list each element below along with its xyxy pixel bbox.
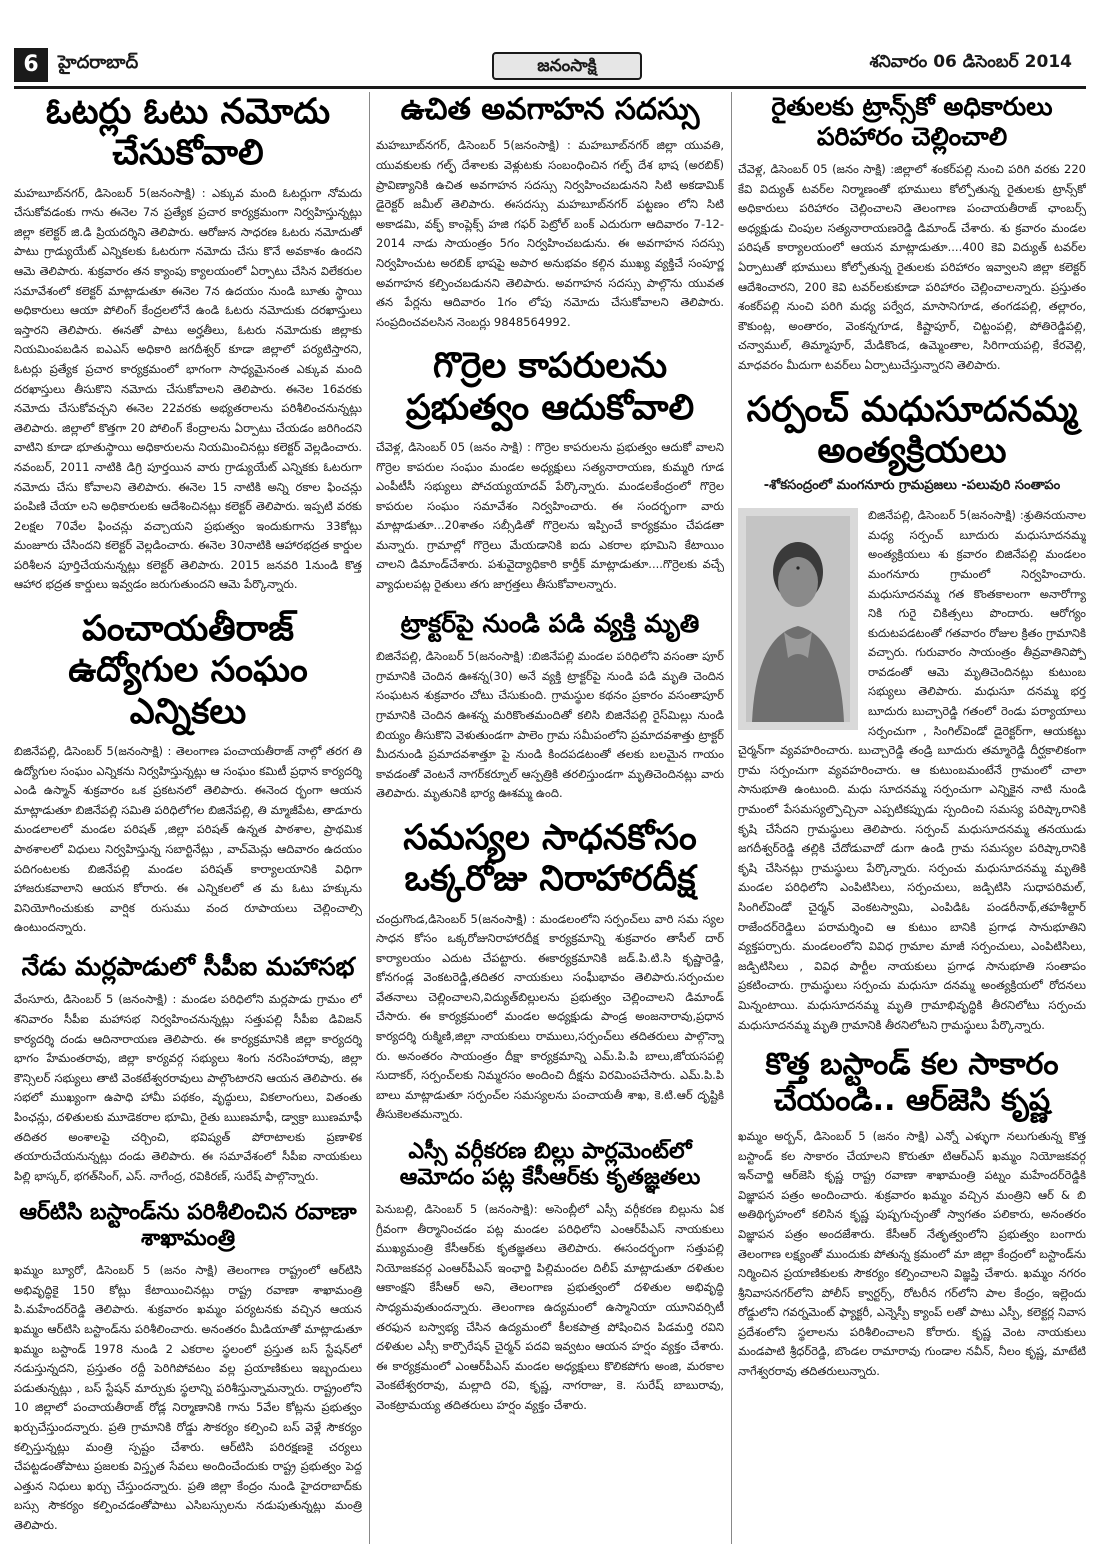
article-hunger-strike — [376, 818, 724, 1125]
article-awareness-seminar — [376, 92, 724, 332]
headline: సమస్యల సాధనకోసం ఒక్కరోజు నిరాహారదీక్ష — [403, 817, 697, 900]
page-number: 6 — [14, 48, 48, 82]
column-3 — [738, 92, 1086, 1544]
article-sarpanch-funeral — [738, 390, 1086, 1036]
page-header — [14, 46, 1086, 84]
article-body: బిజినేపల్లి, డిసెంబర్ 5(జనంసాక్షి) :శ్రుతినయనాల మధ్య సర్పంచ్ బూదురు మధుసూదనమ్మ అంత్యక్రియలు శు క్రవారం బిజినేపల్లి మండలం మంగనూరు గ్రామంలో నిర్వహించారు. మధుసూదనమ్మ గత కొంతకాలంగా అనారోగ్యా నికి గురై చికిత్సలు పొందారు. ఆరోగ్యం కుదుటపడటంతో గతవారం రోజుల క్రితం గ్రామానికి వచ్చారు. గురువారం సాయంత్రం తీవ్రవాతినిప్పో రావడంతో ఆమె మృతిచెందినట్లు కుటుంబ సభ్యులు తెలిపారు. మధుసూ దనమ్మ భర్త బూదురు బుచ్చారెడ్డి గతంలో రెండు పర్యాయాలు సర్పంచుగా , సింగిల్‌విండో డైరెక్టర్‌గా, ఆయకట్టు చైర్మన్‌గా వ్యవహరించారు. బుచ్చారెడ్డి తండ్రి బూదురు తమ్మారెడ్డి దీర్ఘకాలికంగా గ్రామ సర్పంచుగా వ్యవహరించారు. ఆ కుటుంబమంటేనే గ్రామంలో చాలా సానుభూతి ఉంటుంది. మధు సూదనమ్మ సర్పంచుగా ఎన్నికైన నాటి నుండి గ్రామంలో పేసమస్యల్పొచ్చినా ఎప్పటికప్పుడు స్పందించి సమస్య పరిష్కారానికి కృషి చేసేదని గ్రామస్థులు తెలిపారు. సర్పంచ్ మధుసూదనమ్మ తనయుడు జగదీశ్వర్‌రెడ్డి తల్లికి చేదోడువాదో డుగా ఉండి గ్రామ సమస్యల పరిష్కారానికి కృషి చేసినట్లు గ్రామస్థులు పేర్కొన్నారు. సర్పంచు మధుసూదనమ్మ మృతికి మండల పరిధిలోని ఎంపిటిసిలు, సర్పంచులు, జడ్పిటిసి సుధాపరిమల్, సింగిల్‌విండో చైర్మన్ వెంకటస్వామి, ఎంపిడిఓ పండరీనాథ్,తహశీల్దార్ రాజేందర్‌రెడ్డిలు పరామర్శించి ఆ కుటుం బానికి ప్రగాఢ సానుభూతిని వ్యక్తపర్చారు. మండలంలోని వివిధ గ్రామాల మాజీ సర్పంచులు, ఎంపిటిసిలు, జడ్పిటిసిలు , వివిధ పార్టీల నాయకులు ప్రగాఢ సానుభూతి సంతాపం ప్రకటించారు. గ్రామస్థులు సర్పంచు మధుసూ దనమ్మ అంత్యక్రియలో రోదనలు మిన్నంటాయి. మధుసూదనమ్మ మృతి గ్రామాభివృద్ధికి తీరనిలోటు సర్పంచు మధుసూదనమ్మ మృతి గ్రామానికి తీరనిలోటని గ్రామస్థులు పేర్కొన్నారు. — [738, 508, 1086, 1032]
article-body: ఖమ్మం బ్యూరో, డిసెంబర్ 5 (జనం సాక్షి) తెలంగాణ రాష్ట్రంలో ఆర్‌టిసి అభివృద్ధికై 150 కోట్లు కేటాయించినట్లు రాష్ట్ర రవాణా శాఖామంత్రి పి.మహేందర్‌రెడ్డి తెలిపారు. శుక్రవారం ఖమ్మం పర్యటనకు వచ్చిన ఆయన ఖమ్మం ఆర్‌టిసి బస్టాండ్‌ను పరిశీలించారు. అనంతరం మీడియాతో మాట్లాడుతూ ఖమ్మం బస్టాండ్ 1978 నుండి 2 ఎకరాల స్థలంలో ప్రస్తుత బస్ స్టేషన్‌లో నడుస్తున్నదని, ప్రస్తుతం రద్దీ పెరిగిపోవటం వల్ల ప్రయాణికులు ఇబ్బందులు పడుతున్నట్లు , బస్ స్టేషన్ మార్పుకు స్థలాన్ని పరిశీస్తున్నామన్నారు. రాష్ట్రంలోని 10 జిల్లాలో పంచాయతీరాజ్ రోడ్ల నిర్మాణానికి గాను 5వేల కోట్లను ప్రభుత్వం ఖర్చుచేస్తుందన్నారు. ప్రతి గ్రామానికి రోడ్డు సౌకర్యం కల్పించి బస్ వెళ్లే సౌకర్యం కల్పిస్తున్నట్లు మంత్రి స్పష్టం చేశారు. ఆర్‌టిసి పరిరక్షణకై చర్యలు చేపట్టడంతోపాటు ప్రజలకు విస్తృత సేవలు అందించేందుకు రాష్ట్ర ప్రభుత్వం పెద్ద ఎత్తున నిధులు ఖర్చు చేస్తుందన్నారు. ప్రతి జిల్లా కేంద్రం నుండి హైదరాబాద్‌కు బస్సు సౌకర్యం కల్పించడంతోపాటు ఎసిబస్సులను నడుపుతున్నట్లు మంత్రి తెలిపారు. — [14, 1263, 362, 1532]
article-body: చంద్రుగొండ,డిసెంబర్ 5(జనంసాక్షి) : మండలంలోని సర్పంచ్‌లు వారి సమ స్యల సాధన కోసం ఒక్కరోజునిరాహారదీక్ష కార్యక్రమాన్ని శుక్రవారం తాసీల్ దార్ కార్యాలయం ఎదుట చేపట్టారు. ఈకార్యక్రమానికి జడ్.పి.టి.సి కృష్ణారెడ్డి, కోనగండ్ల వెంకటరెడ్డి,తదితర నాయకులు సంఘీభావం తెలిపారు.సర్పంచుల వేతనాలు చెల్లించాలని,విద్యుత్‌బిల్లులను ప్రభుత్వం చెల్లించాలని డిమాండ్ చేసారు. ఈ కార్యక్రమంలో మండల అధ్యక్షుడు పాండ్ర అంజనారావు,ప్రధాన కార్యదర్శి రుక్మిణి,జిల్లా నాయకులు రాములు,సర్పంచ్‌లు తదితరులు పాల్గొన్నా రు. అనంతరం సాయంత్రం దీక్షా కార్యక్రమాన్ని ఎమ్.పి.పి బాలు,జోయసపల్లి సుదాకర్, సర్పంచ్‌లకు నిమ్మరసం అందించి దీక్షను విరమింపచేసారు. ఎమ్.పి.పి బాలు మాట్లాడుతూ సర్పంచ్‌ల సమస్యలను పంచాయతీ శాఖ, కె.టి.ఆర్ దృష్టికి తీసుకెలతమన్నారు. — [376, 911, 724, 1122]
headline: నేడు మర్లపాడులో సీపీఐ మహాసభ — [21, 951, 355, 981]
article-body: మహబూబ్‌నగర్, డిసెంబర్ 5(జనంసాక్షి) : మహబూబ్‌నగర్ జిల్లా యువతి, యువకులకు గల్ఫ్ దేశాలకు వెళ్లుటకు సంబంధించిన గల్ఫ్ దేశ భాష (అరబిక్) ప్రావిణ్యానికి ఉచిత అవగాహన సదస్సు నిర్వహించబడునని సిటి అకడామిక్ డైరెక్టర్ జమీల్ తెలిపారు. ఈసదస్సు మహబూబ్‌నగర్ పట్టణం లోని సిటి అకాడమి, వక్ఫ్ కాంప్లెక్స్ హజి గఫర్ పెట్రోల్ బంక్ ఎదురుగా ఆదివారం 7-12-2014 నాడు సాయంత్రం 5గం నిర్వహించబడును. ఈ అవగాహన సదస్సు నిర్వహించుట అరబిక్ భాషపై అపార అనుభవం కల్గిన ముఖ్య వ్యక్తిచే సంపూర్ణ అవగాహన కల్పించబడునని తెలిపారు. అవగాహన సదస్సు పాల్గొను యువత తన పేర్లను ఆదివారం 1గం లోపు నమోదు చేసుకోవాలని తెలిపారు. సంప్రదించవలసిన నెంబర్లు 9848564992. — [376, 138, 724, 329]
portrait-photo — [738, 508, 858, 730]
headline: గొర్రెల కాపరులను ప్రభుత్వం ఆదుకోవాలి — [405, 346, 695, 428]
photo-wrap — [738, 506, 1086, 1035]
article-shepherds — [376, 346, 724, 594]
headline: సర్పంచ్ మధుసూదనమ్మ అంత్యక్రియలు — [746, 389, 1078, 471]
header-rule — [14, 86, 1086, 89]
column-divider — [731, 92, 732, 1544]
issue-date: శనివారం 06 డిసెంబర్ 2014 — [869, 52, 1072, 72]
article-rtc-busstand-inspection — [14, 1200, 362, 1535]
article-body: చేవెళ్ల, డిసెంబర్ 05 (జనం సాక్షి) :జిల్లాలో శంకర్‌పల్లి నుంచి పరిగి వరకు 220 కేవి విద్యుత్ టవర్‌ల నిర్మాణంతో భూములు కోల్పోతున్న రైతులకు ట్రాన్స్‌కో అధికారులు పరిహారం చెల్లించాలని తెలంగాణ పంచాయతీరాజ్ ఛాంబర్స్ అధ్యక్షుడు చింపుల సత్యనారాయణరెడ్డి డిమాండ్ చేశారు. శు క్రవారం మండల పరిషత్ కార్యాలయంలో ఆయన మాట్లాడుతూ....400 కెవి విద్యుత్ టవర్‌ల ఏర్పాటుతో భూములు కోల్పోతున్న రైతులకు పరిహారం ఇవ్వాలని జిల్లా కలెక్టర్ ఆదేశించారని, 200 కెవి టవర్‌లకుకూడా పరిహారం చెల్లించాలన్నారు. ప్రస్తుతం శంకర్‌పల్లి నుంచి పరిగి మధ్య పర్వేద, మాసానిగూడ, తంగడపల్లి, తల్లారం, కౌకుంట్ల, అంతారం, వెంకన్నగూడ, కిష్టాపూర్, చిట్టంపల్లి, పోతిరెడ్డిపల్లి, చన్వాముల్, తిమ్మాపూర్, మేడికొండ, ఉమ్మెంతాల, సిరిగాయపల్లి, కేరవెల్లి, మాధవరం మీదుగా టవర్‌లు ఏర్పాటుచేస్తున్నారని తెలిపారు. — [738, 162, 1086, 372]
article-panchayatraj-union-elections — [14, 609, 362, 938]
sub-headline: -శోకసంద్రంలో మంగనూరు గ్రామప్రజలు -పలువురి సంతాపం — [763, 478, 1061, 494]
column-1 — [14, 92, 362, 1544]
article-body: పెనుబల్లి, డిసెంబర్ 5 (జనంసాక్షి): అసెంబ్లీలో ఎస్సీ వర్గీకరణ బిల్లును ఏక గ్రీవంగా తీర్మానించడం పట్ల మండల పరిధిలోని ఎంఆర్‌పీఎస్ నాయకులు ముఖ్యమంత్రి కేసీఆర్‌కు కృతజ్ఞతలు తెలిపారు. ఈసందర్భంగా సత్తుపల్లి నియోజకవర్గ ఎంఆర్‌పీఎస్ ఇంఛార్జి పిల్లిమందల దిలీప్ మాట్లాడుతూ దళితుల ఆకాంక్షని కేసీఆర్ అని, తెలంగాణ ప్రభుత్వంలో దళితుల అభివృద్ధి సాధ్యమవుతుందన్నారు. తెలంగాణ ఉద్యమంలో ఉస్మానియా యూనివర్సిటీ తరఫున బస్వాభ్య చేసిన ఉద్యమంలో కీలకపాత్ర పోషించిన పిడమర్తి రవిని దళితుల ఎస్సీ కార్పొరేషన్ చైర్మన్ పదవి ఇవ్వటం ఆయన హర్షం వ్యక్తం చేశారు. ఈ కార్యక్రమంలో ఎంఆర్‌పీఎస్ మండల అధ్యక్షులు కొలికపోగు అంజి, మరకాల వెంకటేశ్వరరావు, మల్లాది రవి, కృష్ణ, నాగరాజు, కె. సురేష్ బాబురావు, వెంకట్రామయ్య తదితరులు హర్షం వ్యక్తం చేశారు. — [376, 1201, 724, 1412]
column-divider — [369, 92, 370, 1544]
article-body: ఖమ్మం అర్బన్, డిసెంబర్ 5 (జనం సాక్షి) ఎన్నో ఎళ్ళుగా నలుగుతున్న కొత్త బస్టాండ్ కల సాకారం చేయాలని కొరుతూ టిఆర్ఎస్ ఖమ్మం నియోజకవర్గ ఇన్‌చార్జి ఆర్‌జెసి కృష్ణ రాష్ట్ర రవాణా శాఖామంత్రి పట్నం మహేందర్‌రెడ్డికి విజ్ఞాపన పత్రం అందించారు. శుక్రవారం ఖమ్మం వచ్చిన మంత్రిని ఆర్ & బి అతిథిగృహంలో కలిసిన కృష్ణ పుష్పగుచ్ఛంతో స్వాగతం పలికారు, అనంతరం విజ్ఞాపన పత్రం అందజేశారు. కేసీఆర్ నేతృత్వంలోని ప్రభుత్వం బంగారు తెలంగాణ లక్ష్యంతో ముందుకు పోతున్న క్రమంలో మా జిల్లా కేంద్రంలో బస్టాండ్‌ను నిర్మించిన ప్రయాణికులకు సౌకర్యం కల్పించాలని విజ్ఞప్తి చేశారు. ఖమ్మం నగరం శ్రీనివాసనగర్‌లోని పోలీస్ క్వార్టర్స్, రోటరీన గర్‌లోని పాల కేంద్రం, ఇల్లెందు రోడ్డులోని గవర్నమెంట్ ఫ్యాక్టరీ, ఎన్నెస్పీ క్యాంప్ లతో పాటు ఎస్పీ, కలెక్టర్ల నివాస ప్రదేశంలోని స్థలాలను పరిశీలించాలని కోరారు. కృష్ణ వెంట నాయకులు మండపాటి శ్రీధర్‌రెడ్డి, బొండల రామారావు గుండాల నవీన్, నీలం కృష్ణ, మాటేటి నాగేశ్వరరావు తదితరులున్నారు. — [738, 1128, 1086, 1379]
article-sc-categorisation-thanks — [376, 1139, 724, 1415]
headline: రైతులకు ట్రాన్స్‌కో అధికారులు పరిహారం చెల్లించాలి — [771, 92, 1053, 151]
column-2 — [376, 92, 724, 1544]
headline: ఎస్సీ వర్గీకరణ బిల్లు పార్లమెంట్‌లో ఆమోదం పట్ల కేసీఆర్‌కు కృతజ్ఞతలు — [399, 1139, 701, 1190]
section-city: హైదరాబాద్ — [58, 52, 139, 73]
headline: ట్రాక్టర్‌పై నుండి పడి వ్యక్తి మృతి — [400, 608, 700, 638]
newspaper-masthead: జనంసాక్షి — [492, 52, 642, 80]
article-body: చేవెళ్ల, డిసెంబర్ 05 (జనం సాక్షి) : గొర్రెల కాపరులను ప్రభుత్వం ఆదుకో వాలని గొర్రెల కాపరుల సంఘం మండల అధ్యక్షులు సత్యనారాయణ, కుమ్మరి గూడ ఎంపీటీసీ సభ్యులు పోచయ్యయాదవ్ పేర్కొన్నారు. మండలకేంద్రంలో గొర్రెల కాపరుల సంఘం సమావేశం నిర్వహించారు. ఈ సందర్భంగా వారు మాట్లాడుతూ...20శాతం సబ్సీడితో గొర్రెలను ఇప్పించే కార్యక్రమం చేపడతా మన్నారు. గ్రామాల్లో గొర్రెలు మేయడానికి ఐదు ఎకరాల భూమిని కేటాయిం చాలని డిమాండ్‌చేశారు. పశువైద్యాధికారి కార్తీక్ మాట్లాడుతూ....గొర్రెలకు వచ్చే వ్యాధులపట్ల రైతులు తగు జాగ్రత్తలు తీసుకోవాలన్నారు. — [376, 439, 724, 592]
headline: ఓటర్లు ఓటు నమోదు చేసుకోవాలి — [45, 92, 331, 174]
headline: పంచాయతీరాజ్ ఉద్యోగుల సంఘం ఎన్నికలు — [68, 609, 308, 732]
article-body: బిజినేపల్లి, డిసెంబర్ 5(జనంసాక్షి) : తెలంగాణ పంచాయతీరాజ్ నాల్గో తరగ తి ఉద్యోగుల సంఘం ఎన్నికను నిర్వహిస్తున్నట్లు ఆ సంఘం కమిటీ ప్రధాన కార్యదర్శి ఎండి ఉస్మాన్ శుక్రవారం ఒక ప్రకటనలో తెలిపారు. ఈనెంద ర్భంగా ఆయన మాట్లాడుతూ బిజినేపల్లి సమితి పరిధిలోగల బిజినేపల్లి, తి మ్మాజీపేట, తాడూరు మండలాలలో మండల పరిషత్ ,జిల్లా పరిషత్ ఉన్నత పాఠశాల, ప్రాథమిక పాఠశాలలో విధులు నిర్వహిస్తున్న సబార్టినేట్లు , వాచ్‌మెన్లు ఆదివారం ఉదయం పదిగంటలకు బిజినేపల్లి మండల పరిషత్ కార్యాలయానికి విధిగా హాజరుకవాలాని ఆయన కోరారు. ఈ ఎన్నికలలో త మ ఓటు హక్కును వినియోగించుకుకు వార్షిక రుసుము వంద రూపాయలు చెల్లించాల్సి ఉంటుందన్నారు. — [14, 743, 362, 935]
headline: ఉచిత అవగాహన సదస్సు — [400, 92, 700, 127]
article-body: వేంసూరు, డిసెంబర్ 5 (జనంసాక్షి) : మండల పరిధిలోని మర్లపాడు గ్రామం లో శనివారం సీపీఐ మహాసభ నిర్వహించనున్నట్లు సత్తుపల్లి సీపీఐ డివిజన్ కార్యదర్శి దండు ఆదినారాయణ తెలిపారు. ఈ కార్యక్రమానికి జిల్లా కార్యదర్శి భాగం హేమంతరావు, జిల్లా కార్యవర్గ సభ్యులు శింగు నరసింహారావు, జిల్లా కౌన్సిలర్ సభ్యులు తాటి వెంకటేశ్వరరావులు పాల్గొంటారని ఆయన తెలిపారు. ఈ సభలో ముఖ్యంగా ఉపాధి హామీ పథకం, వృద్ధులు, వికలాంగులు, వితంతు పింఛన్లు, దళితులకు మూడెకరాల భూమి, రైతు ఋణమాఫీ, డ్వాక్రా ఋణమాఫీ తదితర అంశాలపై చర్చించి, భవిష్యత్ పోరాటాలకు ప్రణాళిక తయారుచేయనున్నట్లు దండు తెలిపారు. ఈ సమావేశంలో సీపీఐ నాయకులు పిల్లి భాస్కర్, భగత్‌సింగ్, ఎస్. నాగేంద్ర, రవికిరణ్, సురేష్ పాల్గొన్నారు. — [14, 992, 362, 1183]
article-new-busstand-demand — [738, 1047, 1086, 1382]
article-cpi-meeting — [14, 952, 362, 1186]
headline: ఆర్‌టిసి బస్టాండ్‌ను పరిశీలించిన రవాణా శాఖామంత్రి — [19, 1200, 357, 1252]
article-tractor-accident — [376, 609, 724, 804]
headline: కొత్త బస్టాండ్ కల సాకారం చేయండి.. ఆర్‌జెసి కృష్ణ — [765, 1047, 1059, 1118]
article-transco-compensation — [738, 92, 1086, 376]
article-voter-registration — [14, 92, 362, 595]
article-body: బిజినేపల్లి, డిసెంబర్ 5(జనంసాక్షి) :బిజినేపల్లి మండల పరిధిలోని వసంతా పూర్ గ్రామానికి చెందిన ఊశన్న(30) అనే వ్యక్తి ట్రాక్టర్‌పై నుండి పడి మృతి చెందిన సంఘటన శుక్రవారం చోటు చేసుకుంది. గ్రామస్థుల కథనం ప్రకారం వసంతాపూర్ గ్రామానికి చెందిన ఊశన్న మరికొంతమందితో కలిసి బిజినేపల్లి రైస్‌మిల్లు నుండి బియ్యం తీసుకొని వెళుతుండగా పాలెం గ్రామ సమీపంలోని ప్రమాదవశాత్తు ట్రాక్టర్ మీదనుండి ప్రమాదవశాత్తూ పై నుండి కిందపడటంతో తలకు బలమైన గాయం కావడంతో వెంటనే నాగర్‌కర్నూల్ ఆస్పత్రికి తరలిస్తుండగా మృతిచెందినట్లు వారు తెలిపారు. మృతునికి భార్య ఊశమ్మ ఉంది. — [376, 649, 724, 801]
article-body: మహబూబ్‌నగర్, డిసెంబర్ 5(జనంసాక్షి) : ఎక్కువ మంది ఓటర్లుగా నోమదు చేసుకోవడంకు గాను ఈనెల 7న ప్రత్యేక ప్రచార కార్యక్రమంగా నిర్వహిస్తున్నట్లు జిల్లా కలెక్టర్ జి.డి ప్రియదర్శిని తెలిపారు. ఆరోజున సాధరణ ఓటరు నమోదుతో పాటు గ్రాడ్యుయేట్ ఎన్నికలకు ఓటరుగా నమోదు చేసు కొనే అవకాశం ఉందని ఆమె తెలిపారు. శుక్రవారం తన క్యాంపు క్యాలయంలో ఏర్పాటు చేసిన విలేకరుల సమావేశంలో కలెక్టర్ మాట్లాడుతూ ఈనెల 7న ఉదయం నుండి బూతు స్థాయి అధికారులు ఆయా పోలింగ్ కేంద్రలలోనే ఉండి ఓటరు నమోదుకు దరఖాస్తులు ఇస్తారని తెలిపారు. ఈనతో పాటు అర్హతీలు, ఓటరు నమోదుకు జిల్లాకు నియమింపబడిన ఐఎఎస్ అధికారి జగదీశ్వర్ కూడా జిల్లాలో పర్యటిస్తారని, ఓటర్లు ప్రత్యేక ప్రచార కార్యక్రమంలో భాగంగా సాధ్యమైనంత ఎక్కువ మంది దరఖాస్తులు తీసుకొని నమోదు చేసుకోవాలని తెలిపారు. ఈనెల 16వరకు నమోదు చేసుకోవచ్చని ఈనెల 22వరకు అభ్యతరాలను పరిశీలించనున్నట్లు తెలిపారు. జిల్లాలో కొత్తగా 20 పోలింగ్ కేంద్రాలను ఏర్పాటు చేయడం జరిగిందని వాటిని కూడా భూతుస్థాయి అధికారులను నియమించినట్లు కలెక్టర్ వెల్లడించారు. నవంబర్, 2011 నాటికి డిగ్రి పూర్తయిన వారు గ్రాడ్యుయేట్ ఎన్నికకు ఓటరుగా నమోదు చేసు కోవాలని తెలిపారు. ఈనెల 15 నాటికి అన్ని రకాల ఫించన్లు పంపిణి చేయా లని అధికారులకు ఆదేశించినట్లు కలెక్టర్ తెలిపారు. ఇప్పటి వరకు 2లక్షల 70వేల ఫించన్లు వచ్చాయని ప్రభుత్వం ఇందుకుగాను 33కోట్లు మంజూరు చేసిందని కలెక్టర్ వెల్లడించారు. ఈనెల 30నాటికి ఆహారభద్రత కార్డుల పరిశీలన పూర్తిచేయనున్నట్లు కలెక్టర్ తెలిపారు. 2015 జనవరి 1నుండి కొత్త ఆహార భద్రత కార్డులు ఇవ్వడం జరుగుతుందని ఆమె పేర్కొన్నారు. — [14, 185, 362, 592]
